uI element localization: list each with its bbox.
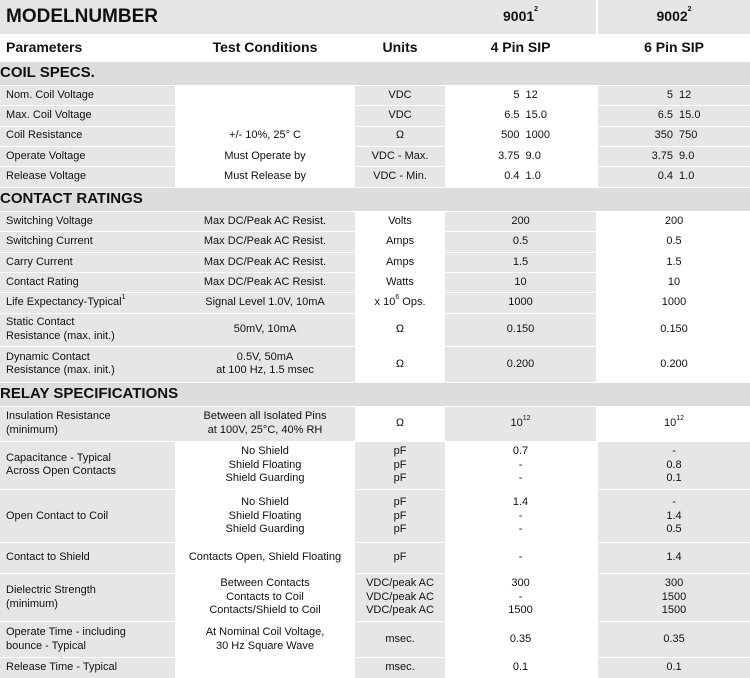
table-row xyxy=(0,347,750,383)
param-cell: Contact Rating xyxy=(0,272,175,292)
col-header-parameters: Parameters xyxy=(0,35,175,61)
table-row xyxy=(0,407,750,442)
param-cell: Contact to Shield xyxy=(0,543,175,573)
unit-cell: msec. xyxy=(355,622,445,658)
table-row xyxy=(0,272,750,292)
condition-cell: Max DC/Peak AC Resist. xyxy=(175,232,355,252)
model-1-value: 1000 xyxy=(445,293,597,313)
model-2-value: 3.75 9.0 xyxy=(597,146,750,166)
model-2-value: 0.1 xyxy=(597,658,750,678)
table-row xyxy=(0,126,750,146)
model-2-value: $10^{12}$ xyxy=(597,407,750,442)
param-cell: Dielectric Strength (minimum) xyxy=(0,573,175,622)
col-header-model-2: 6 Pin SIP xyxy=(597,35,750,61)
unit-cell: msec. xyxy=(355,658,445,678)
model-1-value: 500 1000 xyxy=(445,126,597,146)
unit-cell: pF pF pF xyxy=(355,490,445,543)
model-1-value: 6.5 15.0 xyxy=(445,106,597,126)
table-row xyxy=(0,313,750,347)
model-1-value: 1.5 xyxy=(445,252,597,272)
model-2-value: 0.5 xyxy=(597,232,750,252)
condition-cell: No Shield Shield Floating Shield Guarding xyxy=(175,441,355,490)
page-title: MODELNUMBER xyxy=(0,0,445,35)
unit-cell: VDC - Max. xyxy=(355,146,445,166)
param-cell: Dynamic Contact Resistance (max. init.) xyxy=(0,347,175,383)
model-1-value: 0.4 1.0 xyxy=(445,167,597,187)
condition-cell: Contacts Open, Shield Floating xyxy=(175,543,355,573)
model-number-row xyxy=(0,0,750,35)
model-2-value: 300 1500 1500 xyxy=(597,573,750,622)
model-2-value: 0.4 1.0 xyxy=(597,167,750,187)
param-cell: Release Voltage xyxy=(0,167,175,187)
table-row xyxy=(0,85,750,105)
table-row xyxy=(0,211,750,231)
condition-cell: Must Operate by xyxy=(175,146,355,166)
table-row xyxy=(0,622,750,658)
condition-cell: 50mV, 10mA xyxy=(175,313,355,347)
section-header-contact-ratings xyxy=(0,187,750,211)
condition-cell: 0.5V, 50mA at 100 Hz, 1.5 msec xyxy=(175,347,355,383)
model-1-value: 200 xyxy=(445,211,597,231)
condition-cell: No Shield Shield Floating Shield Guarding xyxy=(175,490,355,543)
model-1-value: 0.5 xyxy=(445,232,597,252)
unit-cell: VDC xyxy=(355,85,445,105)
unit-cell: Watts xyxy=(355,272,445,292)
model-1-value: 3.75 9.0 xyxy=(445,146,597,166)
section-header-relay-specifications xyxy=(0,382,750,406)
section-title: RELAY SPECIFICATIONS xyxy=(0,382,750,406)
col-header-model-1: 4 Pin SIP xyxy=(445,35,597,61)
condition-cell: Between Contacts Contacts to Coil Contacts/Shield to Coil xyxy=(175,573,355,622)
unit-cell: VDC - Min. xyxy=(355,167,445,187)
model-2-value: 5 12 xyxy=(597,85,750,105)
model-2-value: 0.150 xyxy=(597,313,750,347)
table-row xyxy=(0,490,750,543)
model-2-value: 1.4 xyxy=(597,543,750,573)
table-row xyxy=(0,252,750,272)
unit-cell: Volts xyxy=(355,211,445,231)
param-cell: Life Expectancy-Typical$^1$ xyxy=(0,293,175,313)
model-1-value: 300 - 1500 xyxy=(445,573,597,622)
model-2-value: 6.5 15.0 xyxy=(597,106,750,126)
param-cell: Coil Resistance xyxy=(0,126,175,146)
param-cell: Carry Current xyxy=(0,252,175,272)
model-2-value: - 1.4 0.5 xyxy=(597,490,750,543)
model-1-value: 0.150 xyxy=(445,313,597,347)
col-header-units: Units xyxy=(355,35,445,61)
condition-cell xyxy=(175,85,355,105)
unit-cell: pF pF pF xyxy=(355,441,445,490)
param-cell: Release Time - Typical xyxy=(0,658,175,678)
condition-cell: +/- 10%, 25° C xyxy=(175,126,355,146)
model-1-number: 9001$^2$ xyxy=(445,0,597,35)
model-2-value: - 0.8 0.1 xyxy=(597,441,750,490)
section-title: CONTACT RATINGS xyxy=(0,187,750,211)
model-2-value: 10 xyxy=(597,272,750,292)
param-cell: Capacitance - Typical Across Open Contacts xyxy=(0,441,175,490)
model-1-value: 0.1 xyxy=(445,658,597,678)
table-row xyxy=(0,293,750,313)
model-1-value: 1.4 - - xyxy=(445,490,597,543)
param-cell: Open Contact to Coil xyxy=(0,490,175,543)
unit-cell: Amps xyxy=(355,232,445,252)
param-cell: Operate Voltage xyxy=(0,146,175,166)
condition-cell: Max DC/Peak AC Resist. xyxy=(175,211,355,231)
table-row xyxy=(0,441,750,490)
condition-cell: At Nominal Coil Voltage, 30 Hz Square Wave xyxy=(175,622,355,658)
unit-cell: VDC xyxy=(355,106,445,126)
unit-cell: x $10^6$ Ops. xyxy=(355,293,445,313)
model-1-value: 0.35 xyxy=(445,622,597,658)
model-2-value: 200 xyxy=(597,211,750,231)
table-row xyxy=(0,146,750,166)
condition-cell: Signal Level 1.0V, 10mA xyxy=(175,293,355,313)
condition-cell: Must Release by xyxy=(175,167,355,187)
unit-cell: Ω xyxy=(355,313,445,347)
model-2-value: 350 750 xyxy=(597,126,750,146)
model-2-value: 1.5 xyxy=(597,252,750,272)
model-2-value: 0.200 xyxy=(597,347,750,383)
model-1-value: - xyxy=(445,543,597,573)
model-1-value: 0.7 - - xyxy=(445,441,597,490)
model-2-value: 1000 xyxy=(597,293,750,313)
table-row xyxy=(0,232,750,252)
param-cell: Operate Time - including bounce - Typical xyxy=(0,622,175,658)
table-row xyxy=(0,167,750,187)
param-cell: Nom. Coil Voltage xyxy=(0,85,175,105)
model-2-number: 9002$^2$ xyxy=(597,0,750,35)
condition-cell: Max DC/Peak AC Resist. xyxy=(175,252,355,272)
model-1-value: 10 xyxy=(445,272,597,292)
unit-cell: Ω xyxy=(355,407,445,442)
col-header-test-conditions: Test Conditions xyxy=(175,35,355,61)
param-cell: Static Contact Resistance (max. init.) xyxy=(0,313,175,347)
unit-cell: VDC/peak AC VDC/peak AC VDC/peak AC xyxy=(355,573,445,622)
param-cell: Max. Coil Voltage xyxy=(0,106,175,126)
model-1-value: $10^{12}$ xyxy=(445,407,597,442)
table-row xyxy=(0,658,750,678)
section-title: COIL SPECS. xyxy=(0,61,750,85)
condition-cell: Between all Isolated Pins at 100V, 25°C, 40% RH xyxy=(175,407,355,442)
unit-cell: Ω xyxy=(355,347,445,383)
section-header-coil-specs xyxy=(0,61,750,85)
model-2-value: 0.35 xyxy=(597,622,750,658)
column-header-row xyxy=(0,35,750,61)
condition-cell: Max DC/Peak AC Resist. xyxy=(175,272,355,292)
table-row xyxy=(0,106,750,126)
condition-cell xyxy=(175,106,355,126)
param-cell: Switching Current xyxy=(0,232,175,252)
param-cell: Switching Voltage xyxy=(0,211,175,231)
unit-cell: pF xyxy=(355,543,445,573)
table-row xyxy=(0,543,750,573)
unit-cell: Ω xyxy=(355,126,445,146)
unit-cell: Amps xyxy=(355,252,445,272)
param-cell: Insulation Resistance (minimum) xyxy=(0,407,175,442)
table-row xyxy=(0,573,750,622)
model-1-value: 5 12 xyxy=(445,85,597,105)
condition-cell xyxy=(175,658,355,678)
model-1-value: 0.200 xyxy=(445,347,597,383)
